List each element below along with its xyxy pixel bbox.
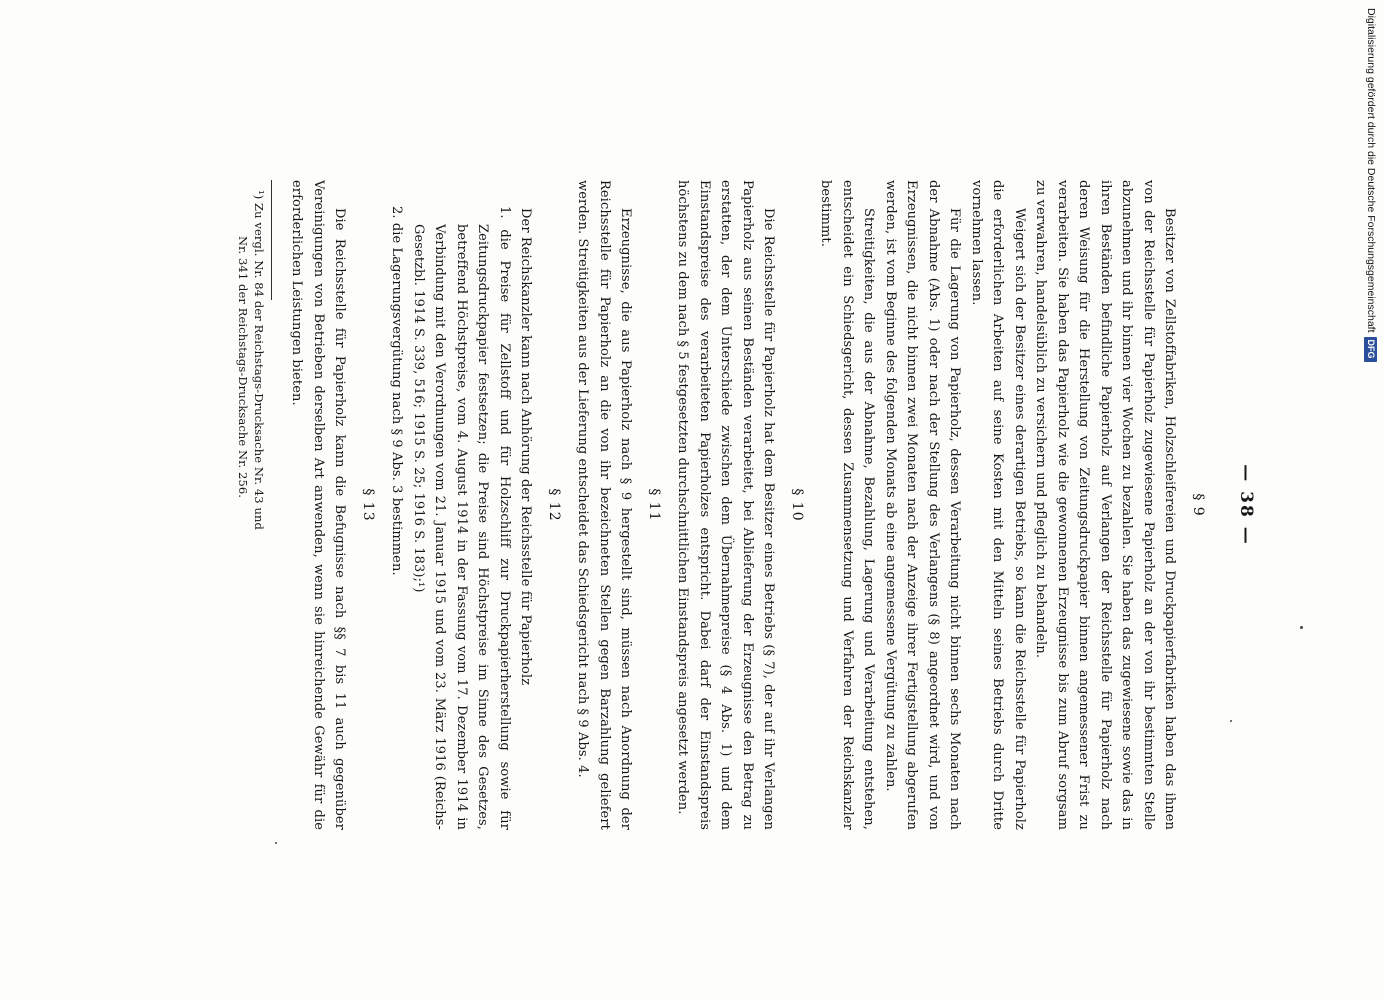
paragraph: Weigert sich der Besitzer eines derartigen Betriebs, so kann die Reichsstelle für Papierholz die erforderlichen Arbeiten auf seine Kosten mit den Mitteln seines Betriebs durch Dritte vornehmen lassen. (969, 180, 1027, 830)
credit-text: Digitalisierung gefördert durch die Deutsche Forschungsgemeinschaft (1365, 8, 1377, 333)
paragraph: Erzeugnisse, die aus Papierholz nach § 9 hergestellt sind, müssen nach Anordnung der Reichsstelle für Papierholz an die von ihr bezeichneten Stellen gegen Barzahlung geliefert werden. Streitigkeiten aus der Lieferung entscheidet das Schiedsgericht nach § 9 Abs. 4. (575, 180, 634, 830)
dfg-logo: DFG (1365, 337, 1378, 362)
section-heading: § 10 (789, 488, 805, 522)
section-10 (672, 180, 807, 830)
paragraph: Streitigkeiten, die aus der Abnahme, Bezahlung, Lagerung und Verarbeitung entstehen, entscheidet ein Schiedsgericht, dessen Zusammensetzung und Verfahren der Reichskanzler bestimmt. (818, 180, 877, 830)
section-9 (815, 180, 1208, 830)
footnote (235, 180, 267, 830)
page-body (235, 180, 1216, 830)
numbered-list (386, 180, 515, 830)
paragraph: Der Reichskanzler kann nach Anhörung der Reichsstelle für Papierholz (518, 208, 534, 686)
paragraph: Besitzer von Zellstoffabriken, Holzschleifereien und Druckpapierfabriken haben das ihnen von der Reichsstelle für Papierholz zugewiesene Papierholz an der von ihr bestimmten Stelle abzunehmen und ihr binnen vier Wochen zu bezahlen. Sie haben das zugewiesene sowie das in ihren Beständen befindliche Papierholz auf Verlangen der Reichsstelle für Papierholz nach deren Weisung für die Herstellung von Zeitungsdruckpapier binnen angemessener Frist zu verarbeiten. Sie haben das Papierholz wie die gewonnenen Erzeugnisse bis zum Abruf sorgsam zu verwahren, handelsüblich zu versichern und pfleglich zu behandeln. (1033, 180, 1178, 830)
speck (1300, 626, 1303, 629)
section-heading: § 13 (360, 488, 376, 522)
footnote-rule (271, 180, 272, 300)
paragraph: Für die Lagerung von Papierholz, dessen Verarbeitung nicht binnen sechs Monaten nach der Abnahme (Abs. 1) oder nach der Stellung des Verlangens (§ 8) angeordnet wird, und von Erzeugnissen, die nicht binnen zwei Monaten nach der Anzeige ihrer Fertigstellung abgerufen werden, ist vom Beginne des folgenden Monats ab eine angemessene Vergütung zu zahlen. (883, 180, 963, 830)
page-number: — 38 — (1236, 464, 1256, 546)
digitization-credit (1363, 8, 1379, 403)
paragraph: Die Reichsstelle für Papierholz hat dem Besitzer eines Betriebs (§ 7), der auf ihr Verlangen Papierholz aus seinen Beständen verarbeitet, bei Ablieferung der Erzeugnisse den Betrag zu erstatten, der dem Unterschiede zwischen dem Übernahmepreise (§ 4 Abs. 1) und dem Einstandspreise des verarbeiteten Papierholzes entspricht. Dabei darf der Einstandspreis höchstens zu dem nach § 5 festgesetzten durchschnittlichen Einstandspreis angesetzt werden. (675, 180, 777, 830)
footnote-line: Nr. 341 der Reichstags-Drucksache Nr. 256. (236, 236, 250, 499)
section-heading: § 11 (646, 488, 662, 522)
rotated-page (80, 0, 1260, 1000)
section-13 (286, 180, 378, 830)
section-heading: § 9 (1190, 493, 1206, 517)
section-11 (572, 180, 664, 830)
list-item: 1. die Preise für Zellstoff und für Holzschliff zur Druckpapierherstellung sowie für Zeitungsdruckpapier festsetzen; die Preise sind Höchstpreise im Sinne des Gesetzes, betreffend Höchstpreise, vom 4. August 1914 in der Fassung vom 17. Dezember 1914 in Verbindung mit den Verordnungen vom 21. Januar 1915 und vom 23. März 1916 (Reichs-Gesetzbl. 1914 S. 339, 516; 1915 S. 25; 1916 S. 183);¹) (411, 206, 512, 830)
paragraph: Die Reichsstelle für Papierholz kann die Befugnisse nach §§ 7 bis 11 auch gegenüber Vereinigungen von Betrieben derselben Art anwenden, wenn sie hinreichende Gewähr für die erforderlichen Leistungen bieten. (289, 180, 348, 830)
footnote-line: ¹) Zu vergl. Nr. 84 der Reichstags-Drucksache Nr. 43 und (252, 190, 266, 530)
section-12 (386, 180, 564, 830)
list-item: 2. die Lagerungsvergütung nach § 9 Abs. 3 bestimmen. (389, 206, 405, 576)
section-heading: § 12 (546, 488, 562, 522)
